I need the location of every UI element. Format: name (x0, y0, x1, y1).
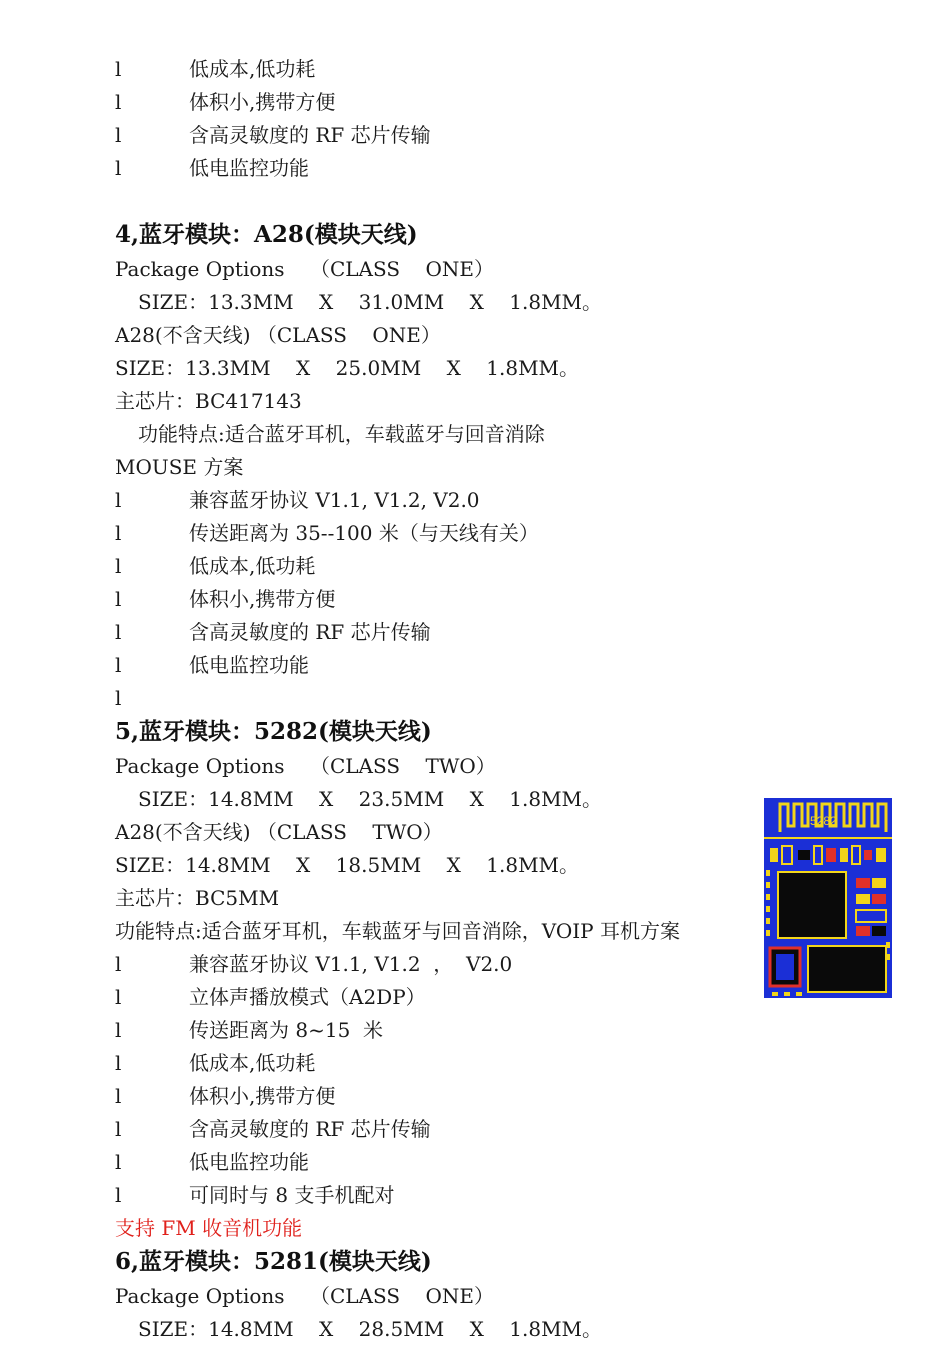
bullet-marker: l (115, 653, 122, 677)
list-item: 含高灵敏度的 RF 芯片传输 (189, 123, 431, 147)
list-item: 传送距离为 8~15 米 (189, 1018, 384, 1042)
list-item: 低电监控功能 (189, 156, 309, 180)
flash-chip-package (808, 946, 886, 992)
bullet-marker: l (115, 1051, 122, 1075)
bullet-marker: l (115, 1183, 122, 1207)
features-line: 功能特点:适合蓝牙耳机，车载蓝牙与回音消除 (138, 422, 545, 446)
bullet-marker: l (115, 57, 122, 81)
size-spec: SIZE：14.8MM X 28.5MM X 1.8MM。 (138, 1317, 603, 1341)
main-chip-package (778, 872, 846, 938)
bullet-marker: l (115, 587, 122, 611)
list-item: 体积小,携带方便 (189, 587, 336, 611)
bullet-marker: l (115, 1150, 122, 1174)
list-item: 体积小,携带方便 (189, 90, 336, 114)
bullet-marker: l (115, 1117, 122, 1141)
section-heading: 4,蓝牙模块：A28(模块天线) (115, 221, 418, 248)
bullet-marker: l (115, 1084, 122, 1108)
list-item: 传送距离为 35--100 米（与天线有关） (189, 521, 539, 545)
module-label: 5282 (810, 814, 837, 828)
bullet-marker: l (115, 123, 122, 147)
package-options: Package Options （CLASS ONE） (115, 257, 494, 281)
bluetooth-module-image (764, 798, 892, 998)
size-spec: SIZE：13.3MM X 25.0MM X 1.8MM。 (115, 356, 580, 380)
bullet-marker: l (115, 620, 122, 644)
list-item: 低成本,低功耗 (189, 57, 316, 81)
list-item: 低成本,低功耗 (189, 554, 316, 578)
bullet-marker: l (115, 952, 122, 976)
fm-feature-note: 支持 FM 收音机功能 (115, 1216, 303, 1240)
size-spec: SIZE：14.8MM X 18.5MM X 1.8MM。 (115, 853, 580, 877)
package-options: Package Options （CLASS ONE） (115, 1284, 494, 1308)
list-item: 兼容蓝牙协议 V1.1, V1.2, V2.0 (189, 488, 480, 512)
list-item: 低电监控功能 (189, 1150, 309, 1174)
list-item: 兼容蓝牙协议 V1.1, V1.2 ， V2.0 (189, 952, 513, 976)
list-item: 体积小,携带方便 (189, 1084, 336, 1108)
extra-line: MOUSE 方案 (115, 455, 244, 479)
bullet-marker: l (115, 90, 122, 114)
variant-line: A28(不含天线) （CLASS TWO） (115, 820, 443, 844)
main-chip: 主芯片：BC417143 (115, 389, 302, 413)
list-item: 含高灵敏度的 RF 芯片传输 (189, 620, 431, 644)
list-item: 立体声播放模式（A2DP） (189, 985, 426, 1009)
variant-line: A28(不含天线) （CLASS ONE） (115, 323, 441, 347)
main-chip: 主芯片：BC5MM (115, 886, 280, 910)
bullet-marker: l (115, 686, 122, 710)
list-item: 含高灵敏度的 RF 芯片传输 (189, 1117, 431, 1141)
bullet-marker: l (115, 521, 122, 545)
size-spec: SIZE：14.8MM X 23.5MM X 1.8MM。 (138, 787, 603, 811)
list-item: 低成本,低功耗 (189, 1051, 316, 1075)
section-heading: 6,蓝牙模块：5281(模块天线) (115, 1248, 432, 1275)
features-line: 功能特点:适合蓝牙耳机，车载蓝牙与回音消除，VOIP 耳机方案 (115, 919, 680, 943)
bullet-marker: l (115, 554, 122, 578)
bullet-marker: l (115, 985, 122, 1009)
bullet-marker: l (115, 156, 122, 180)
list-item: 低电监控功能 (189, 653, 309, 677)
crystal-component (770, 948, 800, 986)
package-options: Package Options （CLASS TWO） (115, 754, 496, 778)
bullet-marker: l (115, 1018, 122, 1042)
size-spec: SIZE：13.3MM X 31.0MM X 1.8MM。 (138, 290, 603, 314)
section-heading: 5,蓝牙模块：5282(模块天线) (115, 718, 432, 745)
bullet-marker: l (115, 488, 122, 512)
list-item: 可同时与 8 支手机配对 (189, 1183, 395, 1207)
